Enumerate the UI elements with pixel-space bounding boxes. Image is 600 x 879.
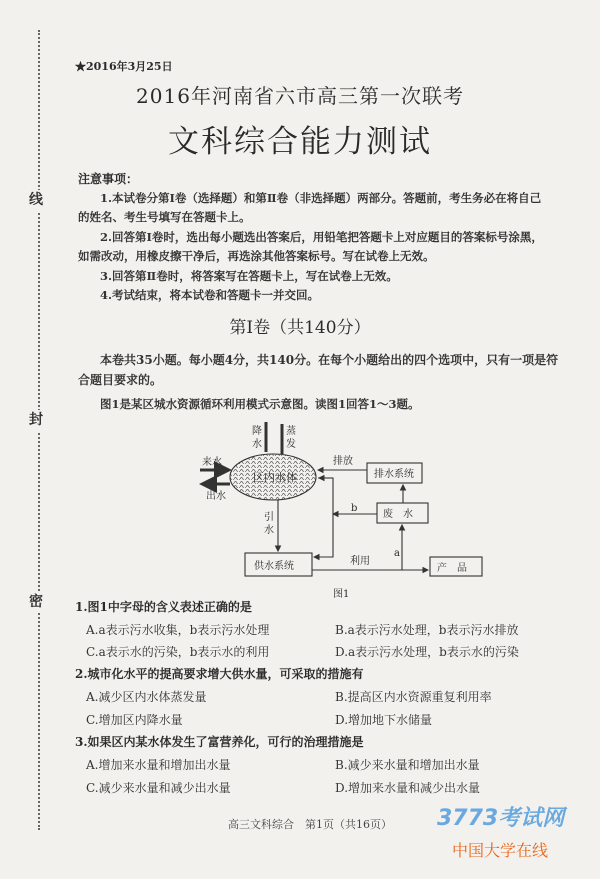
- notice-line: 3.回答第Ⅱ卷时，将答案写在答题卡上，写在试卷上无效。: [100, 269, 398, 283]
- notice-line: 4.考试结束，将本试卷和答题卡一并交回。: [100, 288, 320, 302]
- notice-line: 的姓名、考生号填写在答题卡上。: [78, 210, 251, 224]
- figure-intro: 图1是某区城水资源循环利用模式示意图。读图1回答1～3题。: [100, 397, 420, 411]
- section-intro: 本卷共35小题。每小题4分，共140分。在每个小题给出的四个选项中，只有一项是符: [100, 353, 559, 367]
- inflow-label: 来水: [202, 457, 222, 468]
- notice-heading: 注意事项：: [78, 172, 139, 186]
- watermark-site: 3773考试网: [437, 806, 565, 831]
- evap-label: 发: [286, 439, 296, 450]
- b-label: b: [351, 503, 358, 514]
- question-3-option-d[interactable]: D.增加来水量和减少出水量: [335, 781, 481, 795]
- page-footer: 高三文科综合 第1页（共16页）: [228, 818, 392, 831]
- question-3-option-a[interactable]: A.增加来水量和增加出水量: [86, 758, 231, 772]
- question-1-option-b[interactable]: B.a表示污水处理，b表示污水排放: [335, 623, 519, 637]
- margin-char-secret: 密: [29, 592, 43, 613]
- question-1-option-a[interactable]: A.a表示污水收集，b表示污水处理: [86, 623, 270, 637]
- product-label: 产 品: [437, 563, 467, 574]
- margin-char-line: 线: [29, 190, 43, 211]
- exam-subtitle: 文科综合能力测试: [168, 124, 432, 160]
- question-1-option-d[interactable]: D.a表示污水处理，b表示水的污染: [335, 645, 519, 659]
- use-label: 利用: [350, 556, 370, 567]
- question-3-option-c[interactable]: C.减少来水量和减少出水量: [86, 781, 231, 795]
- notice-line: 2.回答第Ⅰ卷时，选出每小题选出答案后，用铅笔把答题卡上对应题目的答案标号涂黑，: [100, 230, 543, 244]
- question-2-stem: 2.城市化水平的提高要求增大供水量，可采取的措施有: [75, 667, 364, 681]
- notice-line: 1.本试卷分第Ⅰ卷（选择题）和第Ⅱ卷（非选择题）两部分。答题前，考生务必在将自己: [100, 191, 542, 205]
- a-label: a: [394, 548, 400, 559]
- wastewater-label: 废 水: [383, 509, 413, 520]
- water-body-label: 区内水体: [253, 471, 297, 484]
- notice-line: 如需改动，用橡皮擦干净后，再选涂其他答案标号。写在试卷上无效。: [78, 249, 435, 263]
- precip-label: 降: [252, 426, 262, 437]
- section-title: 第Ⅰ卷（共140分）: [229, 318, 371, 338]
- outflow-label: 出水: [206, 491, 226, 502]
- intake-label: 引: [264, 512, 274, 523]
- question-2-option-a[interactable]: A.减少区内水体蒸发量: [86, 690, 207, 704]
- question-2-option-d[interactable]: D.增加地下水储量: [335, 713, 433, 727]
- question-2-option-c[interactable]: C.增加区内降水量: [86, 713, 183, 727]
- section-intro: 合题目要求的。: [78, 373, 163, 387]
- question-1-option-c[interactable]: C.a表示水的污染，b表示水的利用: [86, 645, 270, 659]
- margin-char-seal: 封: [29, 410, 43, 431]
- watermark-tagline: 中国大学在线: [452, 841, 549, 860]
- drainage-label: 排水系统: [374, 469, 414, 480]
- evap-label: 蒸: [286, 426, 296, 437]
- exam-date: ★2016年3月25日: [75, 60, 173, 73]
- intake-label: 水: [264, 525, 274, 536]
- question-3-option-b[interactable]: B.减少来水量和增加出水量: [335, 758, 480, 772]
- precip-label: 水: [252, 439, 262, 450]
- exam-title: 2016年河南省六市高三第一次联考: [136, 84, 464, 108]
- supply-label: 供水系统: [254, 561, 294, 572]
- question-3-stem: 3.如果区内某水体发生了富营养化，可行的治理措施是: [75, 735, 364, 749]
- discharge-label: 排放: [333, 456, 353, 467]
- figure-caption: 图1: [333, 589, 350, 600]
- question-2-option-b[interactable]: B.提高区内水资源重复利用率: [335, 690, 492, 704]
- question-1-stem: 1.图1中字母的含义表述正确的是: [75, 600, 252, 614]
